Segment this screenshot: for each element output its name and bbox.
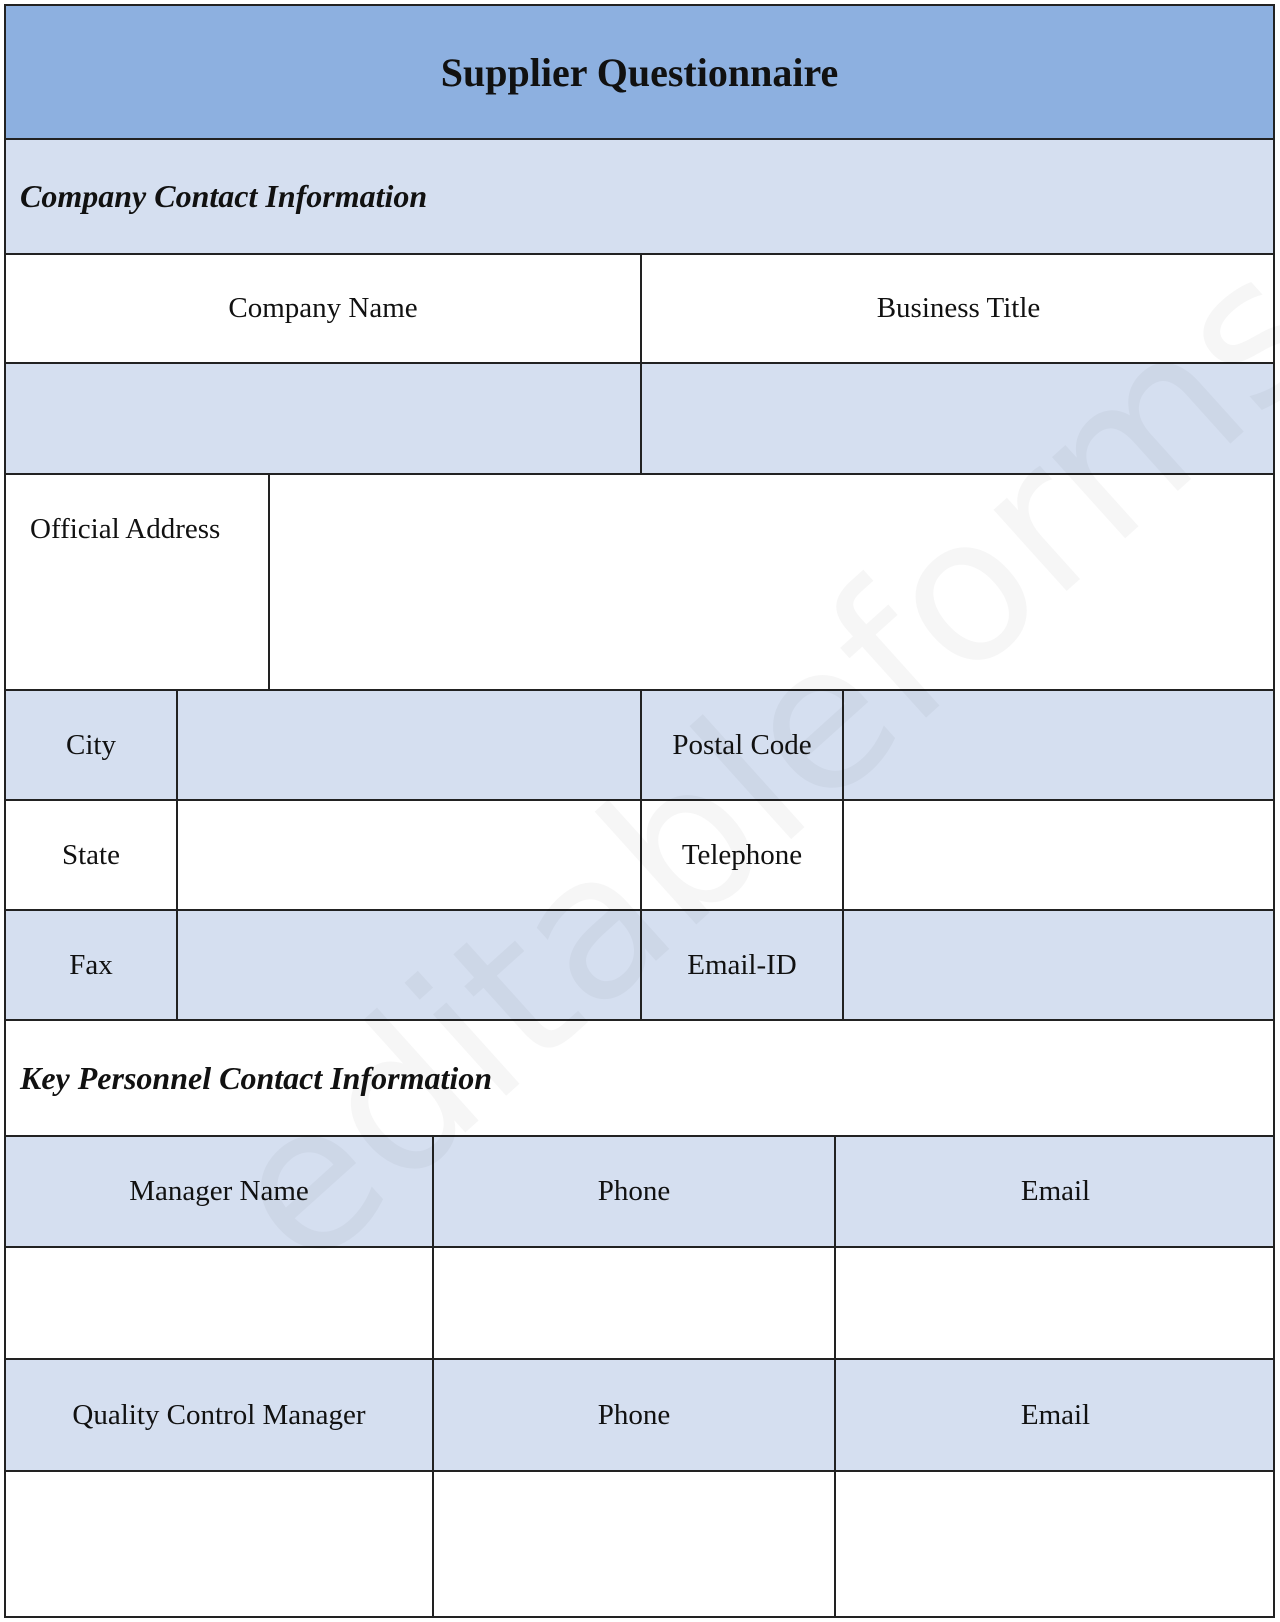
- fax-label: Fax: [69, 948, 113, 981]
- city-row: [6, 691, 1273, 801]
- fax-row: [6, 911, 1273, 1021]
- manager-email-label: Email: [834, 1137, 1275, 1246]
- manager-name-field[interactable]: [6, 1248, 432, 1358]
- company-labels-row: [6, 255, 1273, 364]
- company-name-label: Company Name: [228, 292, 418, 324]
- fax-field[interactable]: [176, 911, 640, 1019]
- telephone-label: Telephone: [640, 801, 842, 909]
- official-address-label: Official Address: [30, 513, 221, 545]
- form-title: Supplier Questionnaire: [440, 49, 839, 95]
- title-row: [6, 6, 1273, 140]
- manager-input-row: [6, 1248, 1273, 1360]
- state-label: State: [62, 838, 120, 871]
- qc-manager-input-row: [6, 1472, 1273, 1616]
- city-label: City: [66, 728, 116, 761]
- personnel-section-header: [6, 1021, 1273, 1137]
- company-section-heading: Company Contact Information: [20, 178, 428, 214]
- business-title-field[interactable]: [640, 364, 1275, 473]
- qc-email-label: Email: [834, 1360, 1275, 1470]
- qc-phone-field[interactable]: [432, 1472, 834, 1616]
- qc-email-field[interactable]: [834, 1472, 1275, 1616]
- personnel-section-heading: Key Personnel Contact Information: [20, 1059, 493, 1096]
- telephone-field[interactable]: [842, 801, 1275, 909]
- company-section-header: [6, 140, 1273, 255]
- state-field[interactable]: [176, 801, 640, 909]
- manager-email-field[interactable]: [834, 1248, 1275, 1358]
- qc-phone-label: Phone: [432, 1360, 834, 1470]
- official-address-row: [6, 475, 1273, 691]
- company-inputs-row: [6, 364, 1273, 475]
- official-address-field[interactable]: [268, 475, 1275, 689]
- city-field[interactable]: [176, 691, 640, 799]
- manager-phone-field[interactable]: [432, 1248, 834, 1358]
- manager-name-label: Manager Name: [129, 1175, 309, 1207]
- manager-phone-label: Phone: [432, 1137, 834, 1246]
- email-id-field[interactable]: [842, 911, 1275, 1019]
- qc-manager-label: Quality Control Manager: [72, 1398, 366, 1431]
- company-name-field[interactable]: [6, 364, 640, 473]
- postal-code-label: Postal Code: [640, 691, 842, 799]
- supplier-questionnaire-form: [4, 4, 1275, 1618]
- qc-manager-field[interactable]: [6, 1472, 432, 1616]
- email-id-label: Email-ID: [640, 911, 842, 1019]
- state-row: [6, 801, 1273, 911]
- postal-code-field[interactable]: [842, 691, 1275, 799]
- business-title-label: Business Title: [640, 255, 1275, 362]
- qc-manager-header-row: [6, 1360, 1273, 1472]
- manager-header-row: [6, 1137, 1273, 1248]
